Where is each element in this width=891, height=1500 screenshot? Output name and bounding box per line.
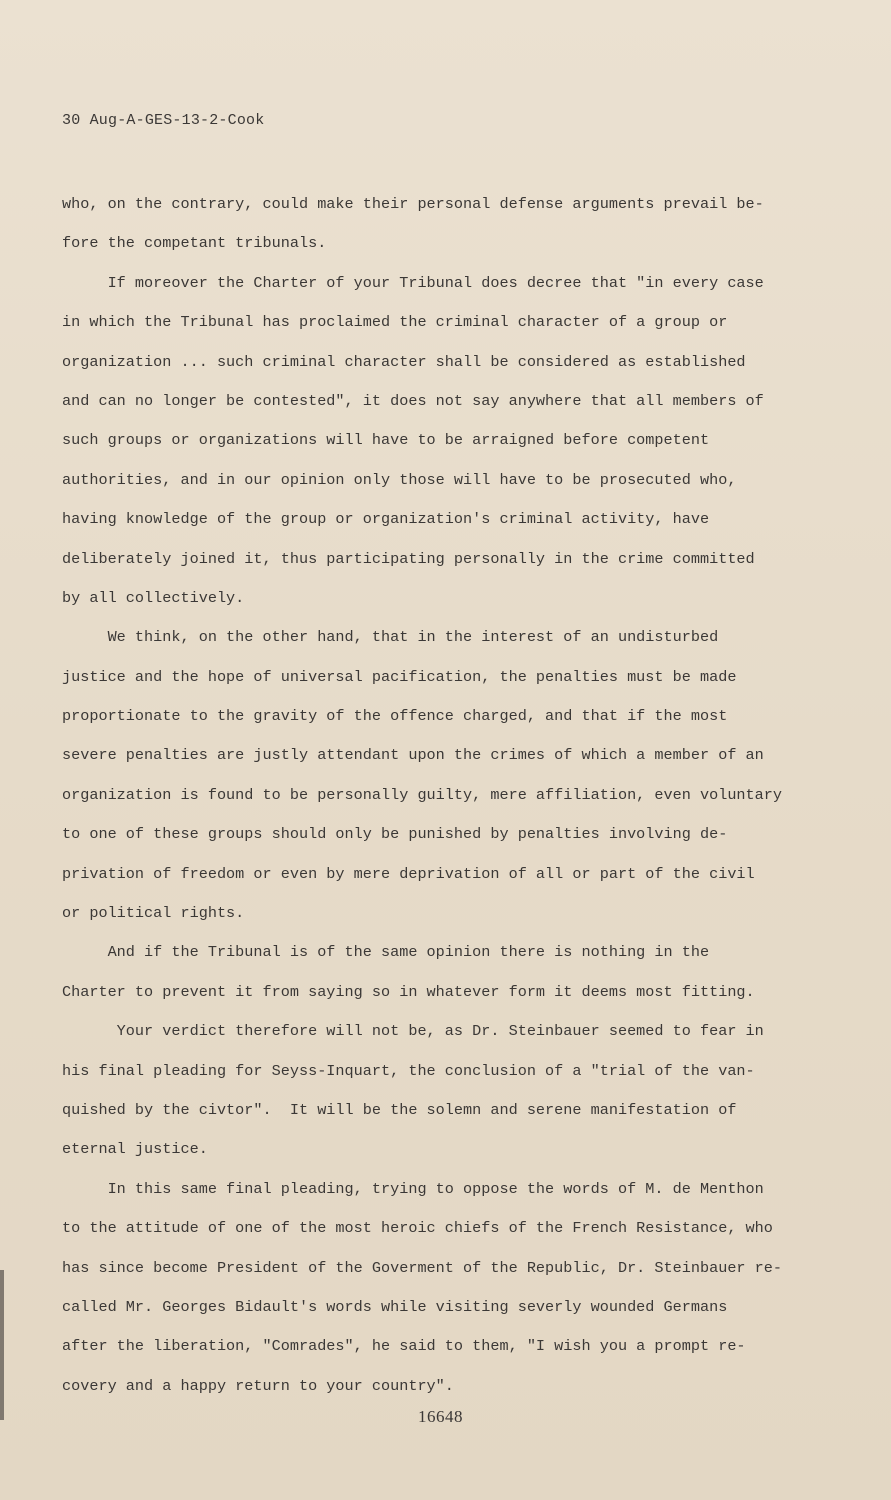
text-line: If moreover the Charter of your Tribunal does decree that "in every case <box>62 273 764 292</box>
text-line: Your verdict therefore will not be, as Dr. Steinbauer seemed to fear in <box>62 1022 764 1041</box>
text-line: his final pleading for Seyss-Inquart, the conclusion of a "trial of the van- <box>62 1061 755 1080</box>
text-line: In this same final pleading, trying to oppose the words of M. de Menthon <box>62 1179 764 1198</box>
text-line: justice and the hope of universal pacification, the penalties must be made <box>62 667 737 686</box>
text-line: fore the competant tribunals. <box>62 234 327 253</box>
text-line: organization ... such criminal character shall be considered as established <box>62 352 746 371</box>
text-line: privation of freedom or even by mere deprivation of all or part of the civil <box>62 864 755 883</box>
text-line: or political rights. <box>62 904 245 923</box>
text-line: deliberately joined it, thus participating personally in the crime committed <box>62 549 755 568</box>
text-line: proportionate to the gravity of the offence charged, and that if the most <box>62 707 728 726</box>
document-header: 30 Aug-A-GES-13-2-Cook <box>62 112 265 129</box>
text-line: Charter to prevent it from saying so in whatever form it deems most fitting. <box>62 982 755 1001</box>
text-line: and can no longer be contested", it does not say anywhere that all members of <box>62 391 764 410</box>
text-line: authorities, and in our opinion only those will have to be prosecuted who, <box>62 470 737 489</box>
text-line: eternal justice. <box>62 1140 208 1159</box>
text-line: by all collectively. <box>62 588 245 607</box>
text-line: after the liberation, "Comrades", he said to them, "I wish you a prompt re- <box>62 1337 746 1356</box>
scan-edge-mark <box>0 1270 4 1420</box>
text-line: quished by the civtor". It will be the solemn and serene manifestation of <box>62 1100 737 1119</box>
text-line: severe penalties are justly attendant upon the crimes of which a member of an <box>62 746 764 765</box>
text-line: who, on the contrary, could make their personal defense arguments prevail be- <box>62 195 764 213</box>
text-line: such groups or organizations will have to be arraigned before competent <box>62 431 710 450</box>
text-line: in which the Tribunal has proclaimed the criminal character of a group or <box>62 313 728 332</box>
text-line: And if the Tribunal is of the same opinion there is nothing in the <box>62 943 710 962</box>
page-number: 16648 <box>418 1407 463 1426</box>
text-line: to one of these groups should only be punished by penalties involving de- <box>62 825 728 844</box>
document-body <box>62 190 852 1411</box>
text-line: has since become President of the Goverment of the Republic, Dr. Steinbauer re- <box>62 1258 783 1277</box>
text-line: We think, on the other hand, that in the interest of an undisturbed <box>62 628 719 647</box>
text-line: covery and a happy return to your country". <box>62 1376 454 1395</box>
text-line: called Mr. Georges Bidault's words while visiting severly wounded Germans <box>62 1297 728 1316</box>
text-line: organization is found to be personally guilty, mere affiliation, even voluntary <box>62 785 783 804</box>
text-line: to the attitude of one of the most heroic chiefs of the French Resistance, who <box>62 1219 773 1238</box>
text-line: having knowledge of the group or organization's criminal activity, have <box>62 510 710 529</box>
